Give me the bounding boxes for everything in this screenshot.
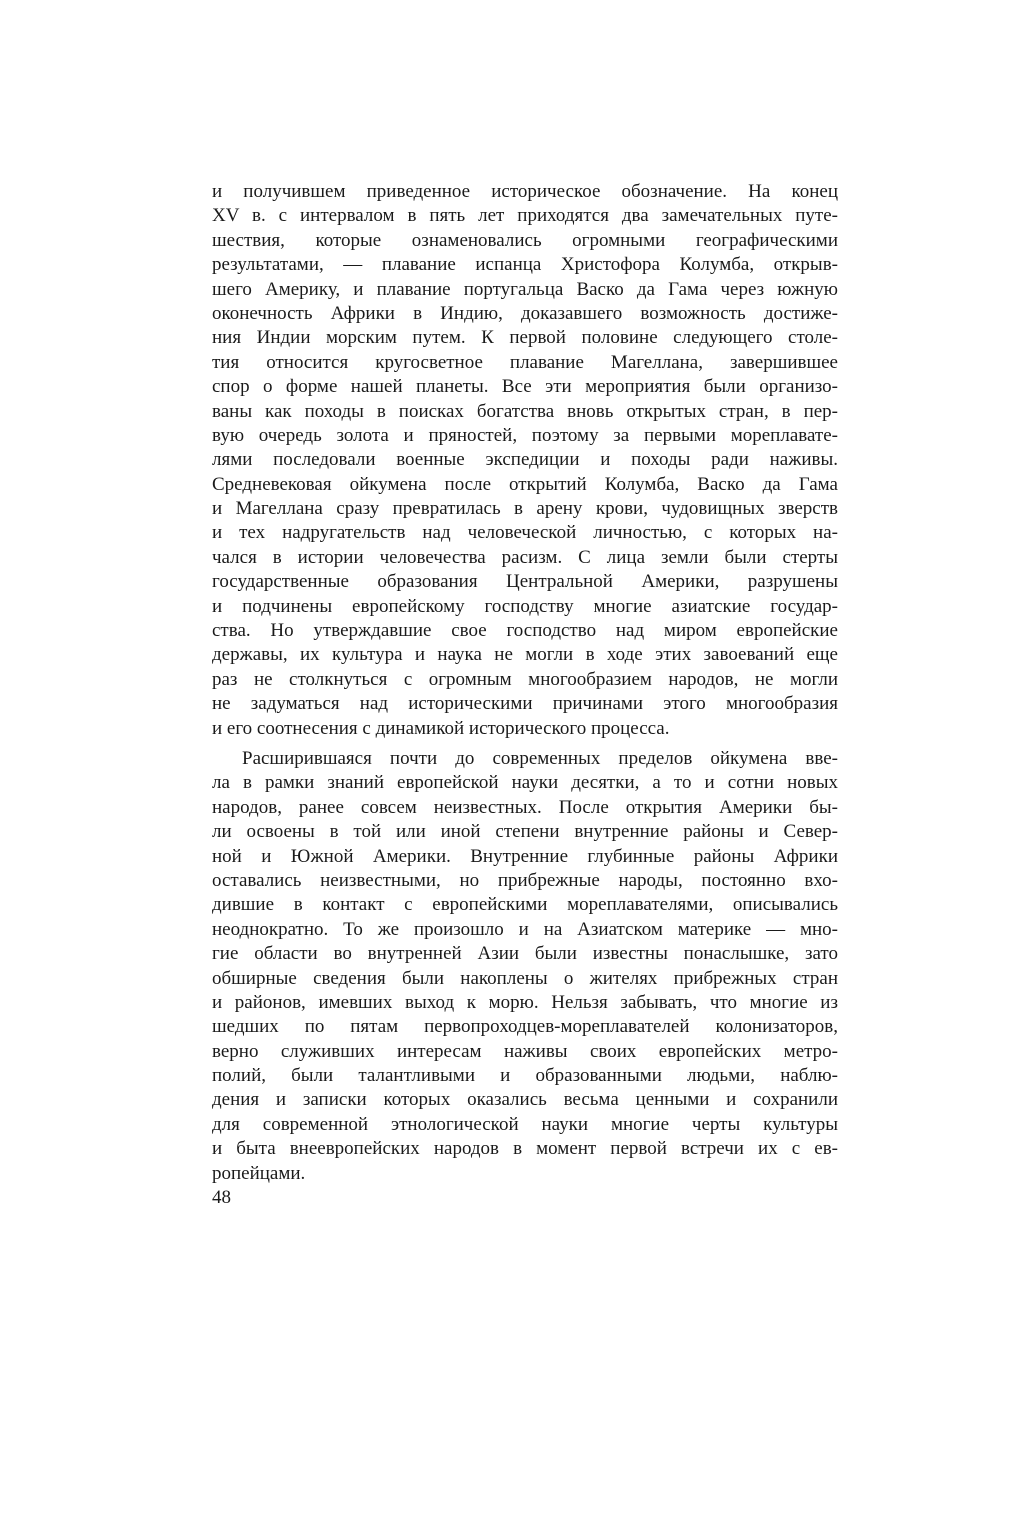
text-line: и районов, имевших выход к морю. Нельзя забывать, что многие из [212, 991, 838, 1013]
text-line: и быта внеевропейских народов в момент первой встречи их с ев- [212, 1138, 838, 1160]
paragraph-2 [212, 747, 838, 1186]
text-line: дившие в контакт с европейскими мореплавателями, описывались [212, 894, 838, 916]
text-line: неоднократно. То же произошло и на Азиатском материке — мно- [212, 918, 838, 940]
text-line: государственные образования Центральной Америки, разрушены [212, 571, 838, 593]
text-line: ства. Но утверждавшие свое господство над миром европейские [212, 620, 838, 642]
text-line: державы, их культура и наука не могли в ходе этих завоеваний еще [212, 644, 838, 666]
paragraph-1 [212, 180, 838, 741]
text-line: верно служивших интересам наживы своих европейских метро- [212, 1040, 838, 1062]
text-line: ропейцами. [212, 1162, 306, 1184]
text-line: ной и Южной Америки. Внутренние глубинные районы Африки [212, 845, 838, 867]
text-line: и тех надругательств над человеческой личностью, с которых на- [212, 522, 838, 544]
text-line: полий, были талантливыми и образованными людьми, наблю- [212, 1065, 838, 1087]
text-line: не задуматься над историческими причинами этого многообразия [212, 693, 838, 715]
text-line: Расширившаяся почти до современных пределов ойкумена вве- [242, 747, 838, 769]
text-line: чался в истории человечества расизм. С лица земли были стерты [212, 546, 838, 568]
text-line: и Магеллана сразу превратилась в арену крови, чудовищных зверств [212, 498, 838, 520]
text-line: обширные сведения были накоплены о жителях прибрежных стран [212, 967, 838, 989]
text-line: и подчинены европейскому господству многие азиатские государ- [212, 595, 838, 617]
text-line: ли освоены в той или иной степени внутренние районы и Север- [212, 821, 838, 843]
text-line: спор о форме нашей планеты. Все эти мероприятия были организо- [212, 376, 838, 398]
text-line: шего Америку, и плавание португальца Васко да Гама через южную [212, 278, 838, 300]
text-line: и получившем приведенное историческое обозначение. На конец [212, 181, 838, 202]
text-line: шествия, которые ознаменовались огромными географическими [212, 229, 838, 251]
text-line: народов, ранее совсем неизвестных. После открытия Америки бы- [212, 796, 838, 818]
text-line: лями последовали военные экспедиции и походы ради наживы. [212, 449, 838, 471]
text-line: ла в рамки знаний европейской науки десятки, а то и сотни новых [212, 772, 838, 794]
text-line: оконечность Африки в Индию, доказавшего возможность достиже- [212, 302, 838, 324]
text-line: XV в. с интервалом в пять лет приходятся два замечательных путе- [212, 205, 838, 227]
text-line: шедших по пятам первопроходцев-мореплавателей колонизаторов, [212, 1016, 838, 1038]
text-line: тия относится кругосветное плавание Магеллана, завершившее [212, 351, 838, 373]
text-line: дения и записки которых оказались весьма ценными и сохранили [212, 1089, 838, 1111]
text-line: гие области во внутренней Азии были известны понаслышке, зато [212, 943, 838, 965]
text-line: для современной этнологической науки многие черты культуры [212, 1113, 838, 1135]
text-line: оставались неизвестными, но прибрежные народы, постоянно вхо- [212, 869, 838, 891]
text-line: раз не столкнуться с огромным многообразием народов, не могли [212, 668, 838, 690]
body-text [212, 180, 838, 1192]
text-line: Средневековая ойкумена после открытий Колумба, Васко да Гама [212, 473, 838, 495]
text-line: вую очередь золота и пряностей, поэтому за первыми мореплавате- [212, 424, 838, 446]
text-line: ния Индии морским путем. К первой половине следующего столе- [212, 327, 838, 349]
page-number: 48 [212, 1187, 231, 1208]
text-line: ваны как походы в поисках богатства вновь открытых стран, в пер- [212, 400, 838, 422]
text-line: результатами, — плавание испанца Христофора Колумба, открыв- [212, 254, 838, 276]
text-line: и его соотнесения с динамикой исторического процесса. [212, 717, 670, 739]
